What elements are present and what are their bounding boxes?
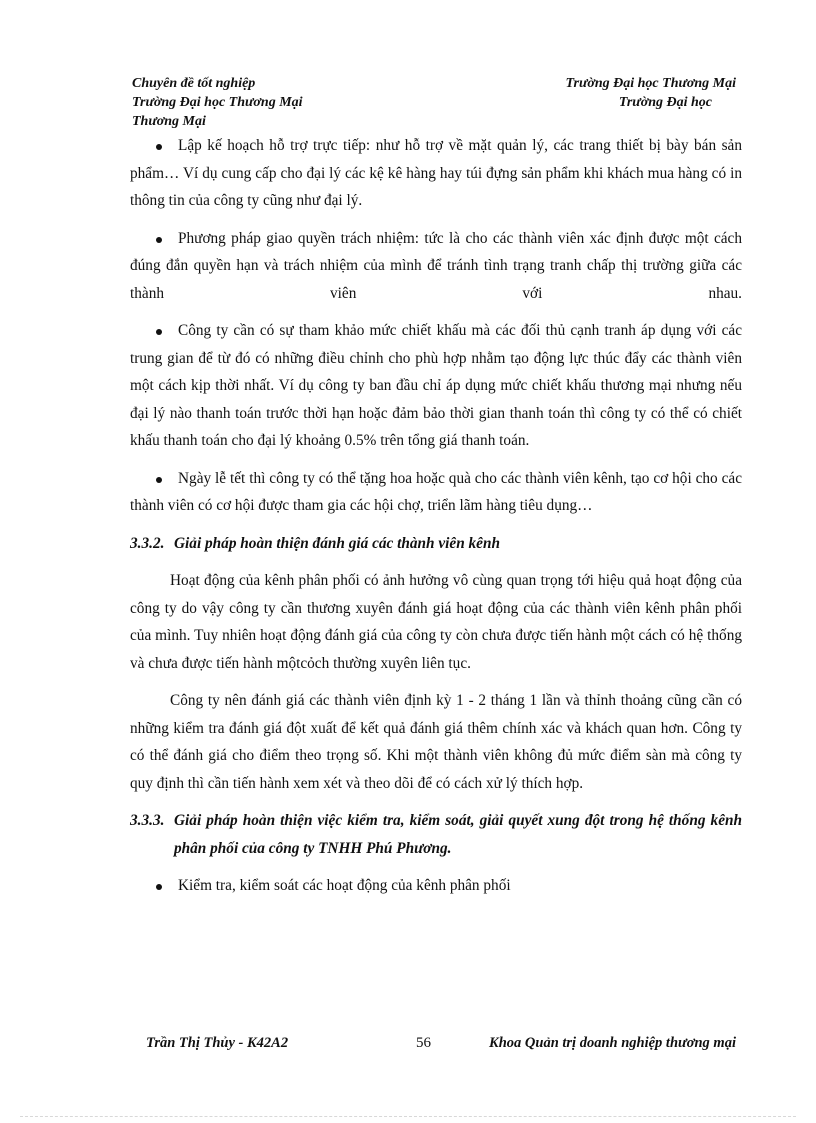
- section-number: 3.3.2.: [130, 534, 165, 552]
- section-title: Giải pháp hoàn thiện đánh giá các thành viên kênh: [174, 534, 500, 552]
- list-item: [130, 872, 742, 900]
- list-item-text: Ngày lễ tết thì công ty có thể tặng hoa hoặc quà cho các thành viên kênh, tạo cơ hội cho các thành viên có cơ hội được tham gia các hội chợ, triển lãm hàng tiêu dụng…: [130, 469, 742, 514]
- list-item-text: Phương pháp giao quyền trách nhiệm: tức là cho các thành viên xác định được một cách đúng đắn quyền hạn và trách nhiệm của mình để tránh tình trạng tranh chấp thị trường giữa các thành viên với nhau.: [130, 229, 742, 302]
- footer-faculty: Khoa Quản trị doanh nghiệp thương mại: [489, 1035, 736, 1051]
- bullet-icon: [156, 477, 162, 483]
- page-body: [130, 132, 742, 910]
- page-number: 56: [416, 1035, 431, 1051]
- bullet-icon: [156, 144, 162, 150]
- header-left-line3: Thương Mại: [132, 114, 206, 129]
- list-item: [130, 317, 742, 455]
- body-paragraph: Công ty nên đánh giá các thành viên định kỳ 1 - 2 tháng 1 lần và thỉnh thoảng cũng cần có những kiểm tra đánh giá đột xuất để kết quả đánh giá thêm chính xác và khách quan hơn. Công ty có thể đánh giá cho điểm theo trọng số. Khi một thành viên không đủ mức điểm sàn mà công ty quy định thì cần tiến hành xem xét và theo dõi để có cách xử lý thích hợp.: [130, 692, 742, 792]
- list-item: [130, 132, 742, 215]
- bullet-icon: [156, 237, 162, 243]
- footer-author: Trần Thị Thủy - K42A2: [146, 1035, 289, 1051]
- section-title: Giải pháp hoàn thiện việc kiểm tra, kiểm soát, giải quyết xung đột trong hệ thống kênh phân phối của công ty TNHH Phú Phương.: [174, 812, 742, 857]
- bullet-icon: [156, 329, 162, 335]
- header-left-line1: Chuyên đề tốt nghiệp: [132, 76, 256, 91]
- header-left-line2: Trường Đại học Thương Mại: [132, 95, 303, 110]
- body-paragraph: Hoạt động của kênh phân phối có ảnh hưởng vô cùng quan trọng tới hiệu quả hoạt động của công ty do vậy công ty cần thương xuyên đánh giá hoạt động của các thành viên kênh phân phối của mình. Tuy nhiên hoạt động đánh giá của công ty còn chưa được tiến hành một cách có hệ thống và chưa được tiến hành mộtcỏch thường xuyên liên tục.: [130, 572, 742, 672]
- section-heading-332: [130, 530, 742, 558]
- list-item: [130, 465, 742, 520]
- section-heading-333: [130, 807, 742, 862]
- header-right-line2: Trường Đại học: [618, 95, 712, 110]
- list-item-text: Lập kế hoạch hỗ trợ trực tiếp: như hỗ trợ về mặt quản lý, các trang thiết bị bày bán sản phẩm… Ví dụ cung cấp cho đại lý các kệ kê hàng hay túi đựng sản phẩm khi khách mua hàng có in thông tin của công ty cũng như đại lý.: [130, 137, 742, 209]
- header-right-line1: Trường Đại học Thương Mại: [565, 76, 736, 91]
- list-item-text: Kiểm tra, kiểm soát các hoạt động của kênh phân phối: [178, 877, 511, 894]
- page-divider: [20, 1116, 796, 1117]
- section-number: 3.3.3.: [130, 812, 165, 829]
- list-item-text: Công ty cần có sự tham khảo mức chiết khấu mà các đối thủ cạnh tranh áp dụng với các trung gian để từ đó có những điều chỉnh cho phù hợp nhằm tạo động lực thúc đẩy các thành viên một cách kịp thời nhất. Ví dụ công ty ban đầu chỉ áp dụng mức chiết khấu thương mại nhưng nếu đại lý nào thanh toán trước thời hạn hoặc đảm bảo thời gian thanh toán thì công ty có thể có chiết khấu thanh toán cho đại lý khoảng 0.5% trên tổng giá thanh toán.: [130, 322, 742, 449]
- bullet-icon: [156, 884, 162, 890]
- list-item: [130, 225, 742, 308]
